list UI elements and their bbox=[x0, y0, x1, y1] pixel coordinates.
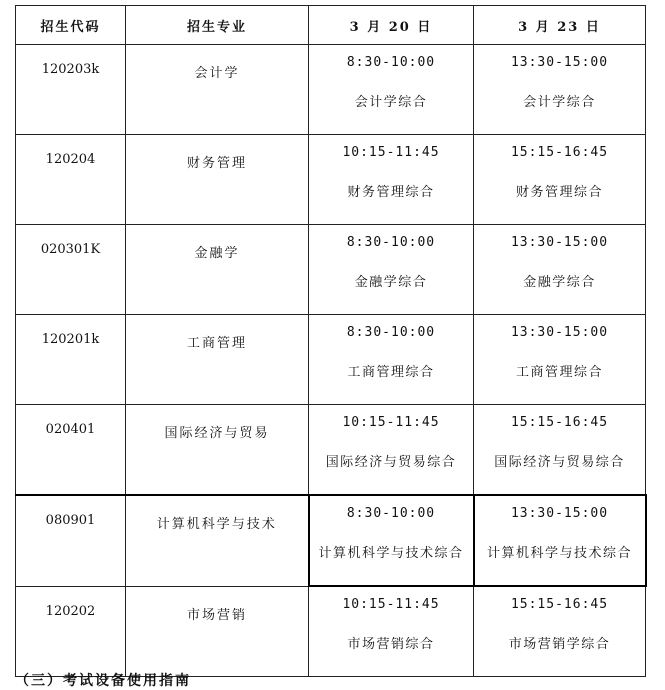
day2-subject: 金融学综合 bbox=[523, 275, 596, 290]
day1-subject: 市场营销综合 bbox=[347, 637, 435, 652]
day2-subject: 会计学综合 bbox=[523, 95, 596, 110]
major-code: 120203k bbox=[41, 62, 100, 77]
header-day2: 3 月 23 日 bbox=[474, 6, 646, 45]
exam-schedule-table bbox=[15, 5, 647, 677]
day2-slot bbox=[474, 45, 646, 135]
table-header-row bbox=[16, 6, 646, 45]
day1-slot bbox=[309, 45, 474, 135]
major-cell bbox=[126, 495, 309, 586]
day1-time: 10:15-11:45 bbox=[342, 415, 440, 430]
major-code: 020401 bbox=[45, 422, 96, 437]
day2-slot bbox=[474, 135, 646, 225]
table-row bbox=[16, 405, 646, 496]
header-code: 招生代码 bbox=[16, 6, 126, 45]
day1-slot bbox=[309, 315, 474, 405]
major-code: 120202 bbox=[45, 603, 96, 619]
major-code: 120201k bbox=[41, 332, 100, 347]
day2-slot bbox=[474, 586, 646, 677]
major-cell bbox=[126, 405, 309, 496]
day1-time: 8:30-10:00 bbox=[346, 325, 436, 340]
day1-subject: 会计学综合 bbox=[354, 95, 428, 110]
day2-time: 15:15-16:45 bbox=[510, 597, 609, 612]
major-cell bbox=[126, 315, 309, 405]
table-row bbox=[16, 586, 646, 677]
header-day1: 3 月 20 日 bbox=[309, 6, 474, 45]
day2-subject: 计算机科学与技术综合 bbox=[486, 546, 632, 561]
major-code: 020301K bbox=[40, 242, 101, 257]
day1-time: 10:15-11:45 bbox=[342, 597, 440, 612]
major-cell bbox=[126, 586, 309, 677]
code-cell bbox=[16, 586, 126, 677]
major-cell bbox=[126, 225, 309, 315]
day1-time: 8:30-10:00 bbox=[346, 55, 436, 70]
major-name: 计算机科学与技术 bbox=[156, 517, 277, 532]
day2-subject: 市场营销学综合 bbox=[508, 637, 611, 652]
day1-subject: 工商管理综合 bbox=[347, 365, 435, 380]
code-cell bbox=[16, 315, 126, 405]
code-cell bbox=[16, 225, 126, 315]
day1-time: 8:30-10:00 bbox=[346, 506, 436, 521]
day1-subject: 金融学综合 bbox=[354, 275, 428, 290]
table-row bbox=[16, 135, 646, 225]
day1-time: 10:15-11:45 bbox=[342, 145, 440, 160]
day1-slot bbox=[309, 586, 474, 677]
major-name: 金融学 bbox=[194, 246, 240, 261]
day2-slot bbox=[474, 405, 646, 496]
day1-time: 8:30-10:00 bbox=[346, 235, 436, 250]
code-cell bbox=[16, 45, 126, 135]
day2-subject: 工商管理综合 bbox=[515, 365, 603, 380]
day2-subject: 国际经济与贸易综合 bbox=[494, 455, 625, 470]
table-row bbox=[16, 45, 646, 135]
day2-time: 13:30-15:00 bbox=[510, 325, 609, 340]
table-row bbox=[16, 225, 646, 315]
table-row bbox=[16, 315, 646, 405]
major-name: 市场营销 bbox=[186, 607, 247, 623]
major-name: 财务管理 bbox=[186, 156, 247, 171]
day1-slot bbox=[309, 495, 474, 586]
code-cell bbox=[16, 495, 126, 586]
header-major: 招生专业 bbox=[126, 6, 309, 45]
footer-note: （三）考试设备使用指南 bbox=[15, 673, 191, 689]
day2-time: 15:15-16:45 bbox=[510, 145, 609, 160]
day2-time: 15:15-16:45 bbox=[510, 415, 609, 430]
major-cell bbox=[126, 45, 309, 135]
day1-subject: 财务管理综合 bbox=[347, 185, 435, 200]
day2-subject: 财务管理综合 bbox=[515, 185, 603, 200]
day1-slot bbox=[309, 405, 474, 496]
major-cell bbox=[126, 135, 309, 225]
day2-time: 13:30-15:00 bbox=[510, 506, 609, 521]
table-row bbox=[16, 495, 646, 586]
day1-subject: 计算机科学与技术综合 bbox=[318, 546, 464, 561]
day2-time: 13:30-15:00 bbox=[510, 235, 609, 250]
major-name: 国际经济与贸易 bbox=[164, 426, 270, 441]
day1-subject: 国际经济与贸易综合 bbox=[325, 455, 457, 470]
code-cell bbox=[16, 135, 126, 225]
day2-time: 13:30-15:00 bbox=[510, 55, 609, 70]
day2-slot bbox=[474, 495, 646, 586]
major-name: 会计学 bbox=[194, 66, 240, 81]
major-code: 080901 bbox=[45, 513, 96, 528]
day2-slot bbox=[474, 315, 646, 405]
day2-slot bbox=[474, 225, 646, 315]
code-cell bbox=[16, 405, 126, 496]
day1-slot bbox=[309, 225, 474, 315]
day1-slot bbox=[309, 135, 474, 225]
major-code: 120204 bbox=[45, 152, 96, 167]
major-name: 工商管理 bbox=[186, 336, 247, 351]
